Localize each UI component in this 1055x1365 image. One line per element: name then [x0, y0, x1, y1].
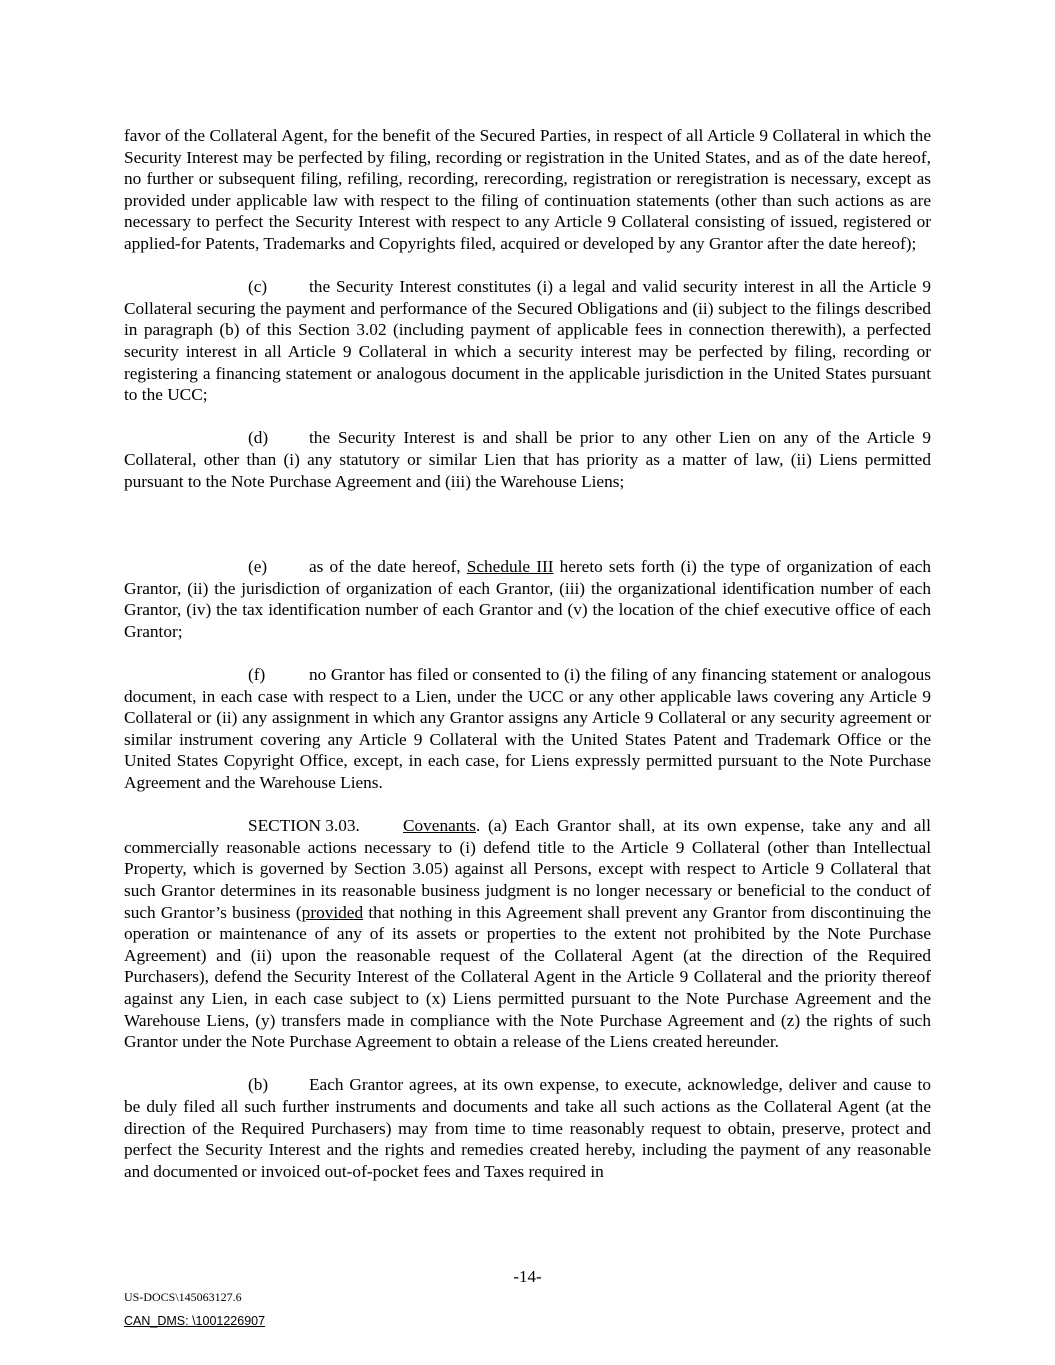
- paragraph-c-text: the Security Interest constitutes (i) a legal and valid security interest in all the Article 9 Collateral securing the payment and performance of the Secured Obligations and (ii) subject to the filings described in paragraph (b) of this Section 3.02 (including payment of applicable fees in connection therewith), a perfected security interest in all Article 9 Collateral in which a security interest may be perfected by filing, recording or registering a financing statement or analogous document in the applicable jurisdiction in the United States pursuant to the UCC;: [124, 277, 931, 405]
- document-body: [124, 125, 931, 1204]
- paragraph-d-text: the Security Interest is and shall be prior to any other Lien on any of the Article 9 Collateral, other than (i) any statutory or similar Lien that has priority as a matter of law, (ii) Liens permitted pursuant to the Note Purchase Agreement and (iii) the Warehouse Liens;: [124, 428, 931, 491]
- section-number: SECTION 3.03.: [248, 816, 360, 836]
- paragraph-e: [124, 556, 931, 642]
- paragraph-b-label: (b): [248, 1075, 269, 1095]
- schedule-iii-reference: Schedule III: [466, 557, 554, 577]
- paragraph-d-label: (d): [248, 428, 269, 448]
- paragraph-d: [124, 427, 931, 492]
- footer-dms-id: CAN_DMS: \1001226907: [124, 1314, 266, 1328]
- paragraph-intro: favor of the Collateral Agent, for the benefit of the Secured Parties, in respect of all Article 9 Collateral in which the Security Interest may be perfected by filing, recording or registration in the United States, and as of the date hereof, no further or subsequent filing, refiling, recording, rerecording, registration or reregistration is necessary, except as provided under applicable law with respect to the filing of continuation statements (other than such actions as are necessary to perfect the Security Interest with respect to any Article 9 Collateral consisting of issued, registered or applied-for Patents, Trademarks and Copyrights filed, acquired or developed by any Grantor after the date hereof);: [124, 126, 931, 253]
- paragraph-e-text-before: as of the date hereof,: [309, 557, 461, 577]
- paragraph-f: [124, 664, 931, 794]
- section-3-03-text-after: that nothing in this Agreement shall prevent any Grantor from discontinuing the operation or maintenance of any of its assets or properties to the extent not prohibited by the Note Purchase Agreement) and (ii) upon the reasonable request of the Collateral Agent (at the direction of the Required Purchasers), defend the Security Interest of the Collateral Agent in the Article 9 Collateral and the priority thereof against any Lien, in each case subject to (x) Liens permitted pursuant to the Note Purchase Agreement and the Warehouse Liens, (y) transfers made in compliance with the Note Purchase Agreement and (z) the rights of such Grantor under the Note Purchase Agreement to obtain a release of the Liens created hereunder.: [124, 902, 932, 1052]
- provided-term: provided: [301, 902, 364, 922]
- paragraph-f-text: no Grantor has filed or consented to (i) the filing of any financing statement or analogous document, in each case with respect to a Lien, under the UCC or any other applicable laws covering any Article 9 Collateral or (ii) any assignment in which any Grantor assigns any Article 9 Collateral or any security agreement or similar instrument covering any Article 9 Collateral with the United States Patent and Trademark Office or the United States Copyright Office, except, in each case, for Liens expressly permitted pursuant to the Note Purchase Agreement and the Warehouse Liens.: [124, 665, 931, 793]
- paragraph-b-text: Each Grantor agrees, at its own expense, to execute, acknowledge, deliver and cause to be duly filed all such further instruments and documents and take all such actions as the Collateral Agent (at the direction of the Required Purchasers) may from time to time reasonably request to obtain, preserve, protect and perfect the Security Interest and the rights and remedies created hereby, including the payment of any reasonable and documented or invoiced out-of-pocket fees and Taxes required in: [124, 1075, 931, 1181]
- paragraph-c: [124, 276, 931, 406]
- paragraph-c-label: (c): [248, 277, 268, 297]
- paragraph-e-text-after: hereto sets forth (i) the type of organization of each Grantor, (ii) the jurisdiction of organization of each Grantor, (iii) the organizational identification number of each Grantor, (iv) the tax identification number of each Grantor and (v) the location of the chief executive office of each Grantor;: [124, 557, 932, 641]
- page-number: -14-: [513, 1267, 542, 1286]
- section-3-03: [124, 815, 931, 1053]
- section-heading: Covenants: [403, 816, 476, 836]
- paragraph-e-label: (e): [248, 557, 268, 577]
- footer-doc-id: US-DOCS\145063127.6: [124, 1290, 242, 1304]
- paragraph-f-label: (f): [248, 665, 266, 685]
- paragraph-b: [124, 1074, 931, 1182]
- section-3-03-text-before: . (a) Each Grantor shall, at its own expense, take any and all commercially reasonable actions necessary to (i) defend title to the Article 9 Collateral (other than Intellectual Property, which is governed by Section 3.05) against all Persons, except with respect to Article 9 Collateral that such Grantor determines in its reasonable business judgment is no longer necessary or beneficial to the conduct of such Grantor’s business (: [124, 816, 931, 922]
